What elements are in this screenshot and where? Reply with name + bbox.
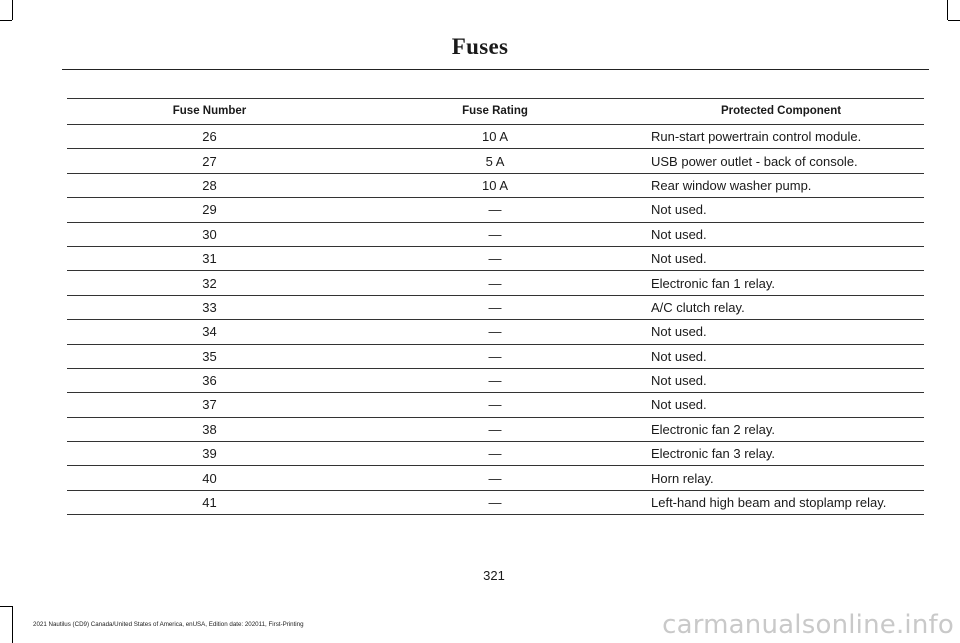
table-row [67,442,924,466]
fuse-rating-cell: — [352,320,638,344]
protected-component-cell: Not used. [638,320,924,344]
protected-component-cell: Rear window washer pump. [638,173,924,197]
table-row [67,417,924,441]
table-row [67,149,924,173]
crop-mark-top-right-vertical [947,0,948,20]
column-header-fuse-number: Fuse Number [67,99,352,125]
watermark: carmanualsonline.info [662,610,954,640]
fuse-number-cell: 40 [67,466,352,490]
fuse-rating-cell: 10 A [352,173,638,197]
fuse-number-cell: 28 [67,173,352,197]
table-row [67,368,924,392]
fuse-rating-cell: — [352,198,638,222]
table-row [67,173,924,197]
protected-component-cell: Horn relay. [638,466,924,490]
table-row [67,246,924,270]
fuse-number-cell: 33 [67,295,352,319]
protected-component-cell: A/C clutch relay. [638,295,924,319]
fuse-number-cell: 29 [67,198,352,222]
fuse-rating-cell: — [352,368,638,392]
fuse-rating-cell: — [352,246,638,270]
fuse-rating-cell: — [352,490,638,514]
protected-component-cell: Not used. [638,368,924,392]
title-rule [62,69,929,70]
table-header-row [67,99,924,125]
protected-component-cell: Electronic fan 3 relay. [638,442,924,466]
fuse-number-cell: 35 [67,344,352,368]
fuse-number-cell: 30 [67,222,352,246]
fuse-number-cell: 31 [67,246,352,270]
crop-mark-top-right-horizontal [948,20,960,21]
protected-component-cell: Not used. [638,344,924,368]
crop-mark-bottom-left-horizontal [0,606,12,607]
edition-footer: 2021 Nautilus (CD9) Canada/United States of America, enUSA, Edition date: 202011, First-Printing [33,621,304,628]
fuse-table-body [67,125,924,515]
table-row [67,271,924,295]
table-row [67,490,924,514]
table-row [67,393,924,417]
crop-mark-bottom-left-vertical [12,606,13,643]
fuse-number-cell: 36 [67,368,352,392]
crop-mark-top-left-horizontal [0,20,12,21]
fuse-rating-cell: — [352,222,638,246]
fuse-rating-cell: — [352,393,638,417]
table-row [67,344,924,368]
crop-mark-top-left-vertical [12,0,13,20]
table-row [67,125,924,149]
table-row [67,466,924,490]
fuse-number-cell: 37 [67,393,352,417]
protected-component-cell: Not used. [638,246,924,270]
fuse-rating-cell: 5 A [352,149,638,173]
protected-component-cell: Not used. [638,222,924,246]
column-header-fuse-rating: Fuse Rating [352,99,638,125]
fuse-rating-cell: 10 A [352,125,638,149]
fuse-number-cell: 38 [67,417,352,441]
page-title: Fuses [451,34,509,59]
page-number: 321 [483,568,505,583]
column-header-protected-component: Protected Component [638,99,924,125]
fuse-rating-cell: — [352,417,638,441]
fuse-number-cell: 41 [67,490,352,514]
fuse-number-cell: 34 [67,320,352,344]
fuse-rating-cell: — [352,271,638,295]
fuse-number-cell: 26 [67,125,352,149]
fuse-rating-cell: — [352,442,638,466]
fuse-number-cell: 32 [67,271,352,295]
protected-component-cell: Electronic fan 1 relay. [638,271,924,295]
protected-component-cell: Run-start powertrain control module. [638,125,924,149]
table-row [67,295,924,319]
protected-component-cell: USB power outlet - back of console. [638,149,924,173]
protected-component-cell: Not used. [638,393,924,417]
fuse-rating-cell: — [352,344,638,368]
table-row [67,320,924,344]
fuse-rating-cell: — [352,466,638,490]
protected-component-cell: Not used. [638,198,924,222]
fuse-rating-cell: — [352,295,638,319]
table-row [67,198,924,222]
fuse-table [67,98,924,515]
protected-component-cell: Electronic fan 2 relay. [638,417,924,441]
fuse-number-cell: 39 [67,442,352,466]
protected-component-cell: Left-hand high beam and stoplamp relay. [638,490,924,514]
table-row [67,222,924,246]
fuse-number-cell: 27 [67,149,352,173]
